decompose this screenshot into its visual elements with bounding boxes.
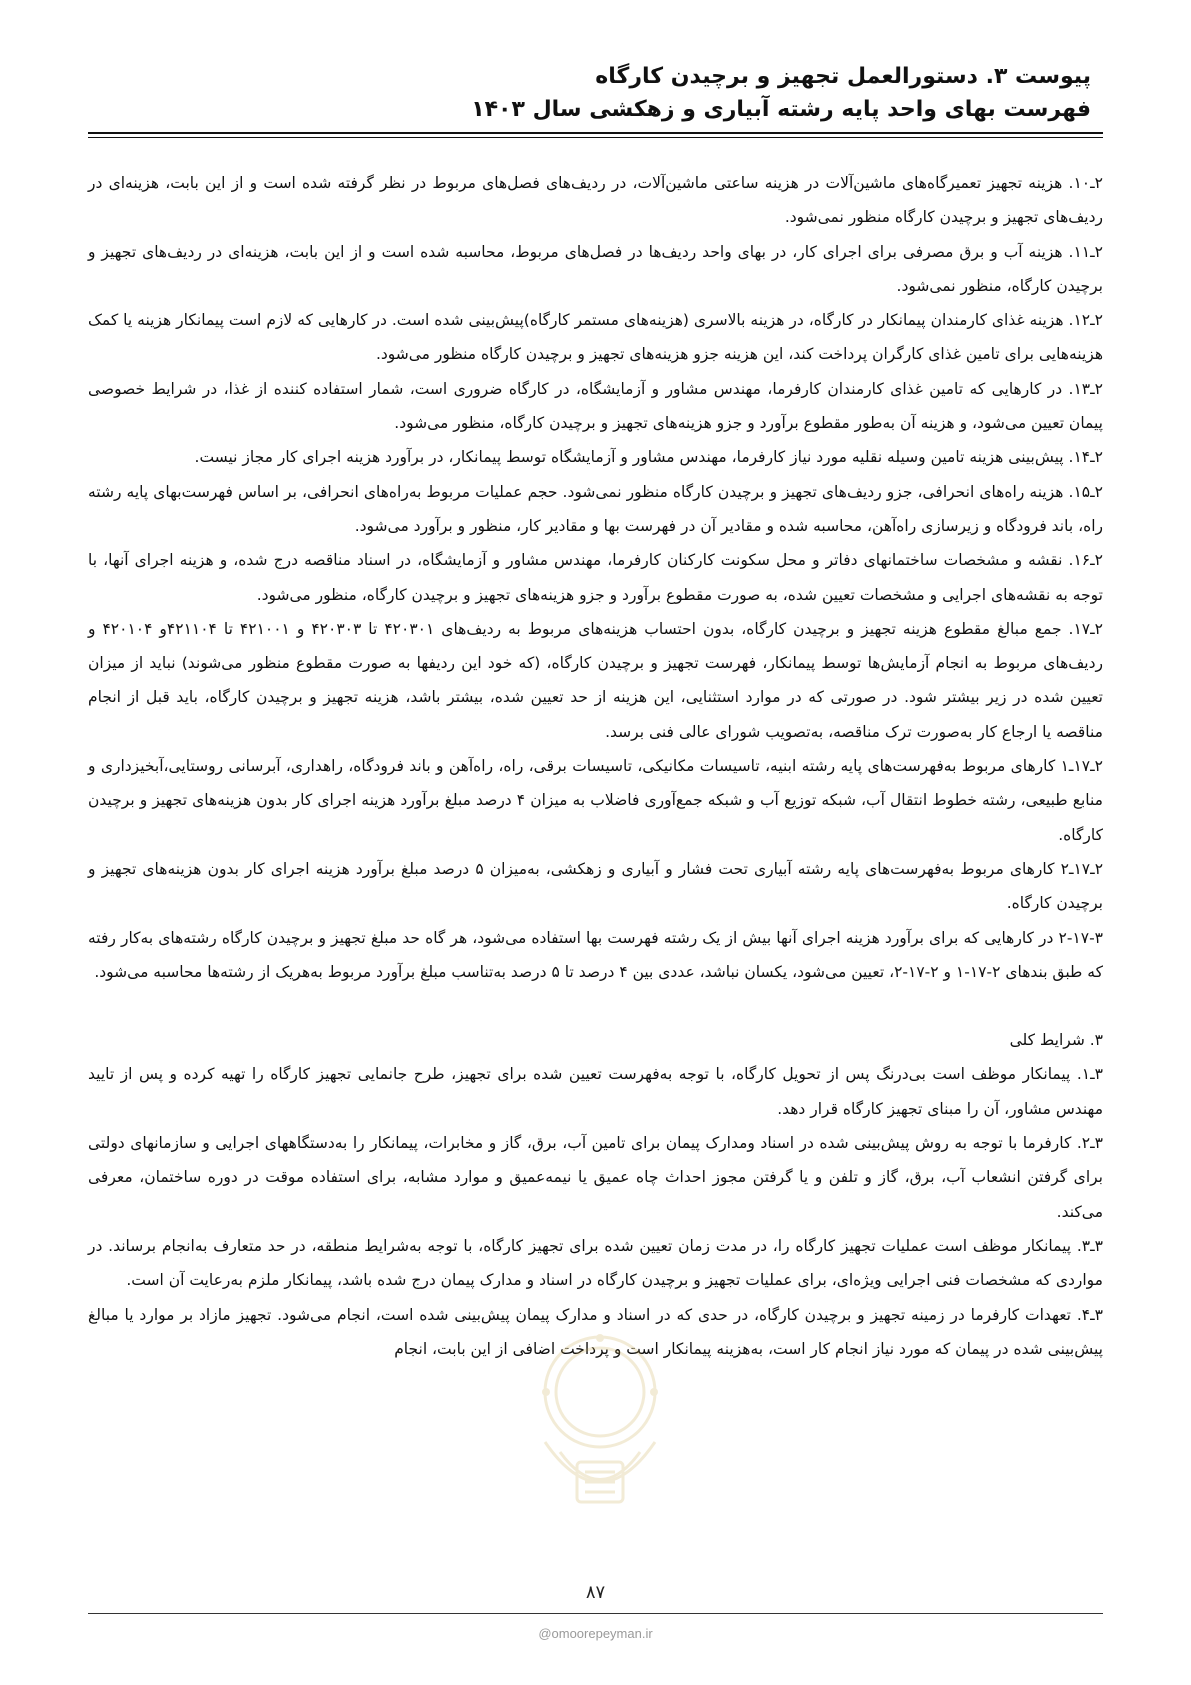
clause-2-17-2: ۲ـ۱۷ـ۲ کارهای مربوط به‌فهرست‌های پایه رشته آبیاری تحت فشار و آبیاری و زهکشی، به‌میزان ۵ درصد مبلغ برآورد هزینه اجرای کار بدون هزینه‌های تجهیز و برچیدن کارگاه. xyxy=(88,859,1104,913)
page-number: ۸۷ xyxy=(585,1582,606,1603)
header-appendix-title: پیوست ۳. دستورالعمل تجهیز و برچیدن کارگاه xyxy=(595,64,1091,89)
clause-2-17-3: ۲-۱۷-۳ در کارهایی که برای برآورد هزینه اجرای آنها بیش از یک رشته فهرست بها استفاده می‌شود، هر گاه حد مبلغ تجهیز و برچیدن کارگاه رشته‌های به‌کار رفته که طبق بندهای ۲-۱۷-۱ و ۲-۱۷-۲، تعیین می‌شود، یکسان نباشد، عددی بین ۴ درصد تا ۵ درصد به‌تناسب مبلغ برآورد مربوط به‌هریک از رشته‌ها محاسبه می‌شود. xyxy=(88,928,1103,981)
clause-2-16: ۲ـ۱۶. نقشه و مشخصات ساختمانهای دفاتر و محل سکونت کارکنان کارفرما، مهندس مشاور و آزمایشگاه، در اسناد مناقصه درج شده، و هزینه اجرای آنها، با توجه به نقشه‌های اجرایی و مشخصات تعیین شده، به صورت مقطوع برآورد و جزو هزینه‌های تجهیز و برچیدن کارگاه، منظور می‌شود. xyxy=(88,551,1103,604)
page-header xyxy=(100,60,1091,126)
clause-3-1: ۳ـ۱. پیمانکار موظف است بی‌درنگ پس از تحویل کارگاه، با توجه به‌فهرست تعیین شده برای تجهیز، طرح جانمایی تجهیز کارگاه را تهیه کرده و پس از تایید مهندس مشاور، آن را مبنای تجهیز کارگاه قرار دهد. xyxy=(88,1065,1103,1118)
clause-2-12: ۲ـ۱۲. هزینه غذای کارمندان پیمانکار در کارگاه، در هزینه بالاسری (هزینه‌های مستمر کارگاه)پیش‌بینی شده است. در کارهایی که لازم است پیمانکار هزینه یا کمک هزینه‌هایی برای تامین غذای کارگران پرداخت کند، این هزینه جزو هزینه‌های تجهیز و برچیدن کارگاه منظور می‌شود. xyxy=(88,311,1103,364)
section-3-heading: ۳. شرایط کلی xyxy=(1009,1031,1103,1050)
clause-2-11: ۲ـ۱۱. هزینه آب و برق مصرفی برای اجرای کار، در بهای واحد ردیف‌ها در فصل‌های مربوط، محاسبه شده است و از این بابت، هزینه‌ای در ردیف‌های تجهیز و برچیدن کارگاه، منظور نمی‌شود. xyxy=(88,242,1103,295)
header-rule-thin xyxy=(88,137,1103,138)
clause-2-17: ۲ـ۱۷. جمع مبالغ مقطوع هزینه تجهیز و برچیدن کارگاه، بدون احتساب هزینه‌های مربوط به ردیف‌های ۴۲۰۳۰۱ تا ۴۲۰۳۰۳ و ۴۲۱۰۰۱ تا ۴۲۱۱۰۴و ۴۲۰۱۰۴ و ردیف‌های مربوط به انجام آزمایش‌ها توسط پیمانکار، فهرست تجهیز و برچیدن کارگاه، (که خود این ردیفها به صورت مقطوع منظور می‌شوند) نباید از میزان تعیین شده در زیر بیشتر شود. در صورتی که در موارد استثنایی، این هزینه از حد تعیین شده، بیشتر باشد، هزینه تجهیز و برچیدن کارگاه، باید قبل از انجام مناقصه یا ارجاع کار به‌صورت ترک مناقصه، به‌تصویب شورای عالی فنی برسد. xyxy=(88,619,1103,741)
website-handle: @omoorepeyman.ir xyxy=(538,1626,653,1641)
clause-2-14: ۲ـ۱۴. پیش‌بینی هزینه تامین وسیله نقلیه مورد نیاز کارفرما، مهندس مشاور و آزمایشگاه توسط پیمانکار، در برآورد هزینه اجرای کار مجاز نیست. xyxy=(194,448,1103,467)
clause-2-13: ۲ـ۱۳. در کارهایی که تامین غذای کارمندان کارفرما، مهندس مشاور و آزمایشگاه، در کارگاه ضروری است، شمار استفاده کننده از غذا، در شرایط خصوصی پیمان تعیین می‌شود، و هزینه آن به‌طور مقطوع برآورد و جزو هزینه‌های تجهیز و برچیدن کارگاه، منظور می‌شود. xyxy=(88,379,1103,433)
clause-3-2: ۳ـ۲. کارفرما با توجه به روش پیش‌بینی شده در اسناد ومدارک پیمان برای تامین آب، برق، گاز و مخابرات، پیمانکار را به‌دستگاههای اجرایی و سازمانهای دولتی برای گرفتن انشعاب آب، برق، گاز و تلفن و یا گرفتن مجوز احداث چاه عمیق یا نیمه‌عمیق و موارد مشابه، برای استفاده موقت در دوره ساختمان، معرفی می‌کند. xyxy=(88,1134,1103,1221)
clause-3-3: ۳ـ۳. پیمانکار موظف است عملیات تجهیز کارگاه را، در مدت زمان تعیین شده برای تجهیز کارگاه، با توجه به‌شرایط منطقه، در حد متعارف به‌انجام برساند. در مواردی که مشخصات فنی اجرایی ویژه‌ای، برای عملیات تجهیز و برچیدن کارگاه در اسناد و مدارک پیمان درج شده باشد، پیمانکار ملزم به‌رعایت آن است. xyxy=(88,1236,1103,1290)
header-rule-thick xyxy=(88,132,1103,134)
clause-2-15: ۲ـ۱۵. هزینه راه‌های انحرافی، جزو ردیف‌های تجهیز و برچیدن کارگاه منظور نمی‌شود. حجم عملیات مربوط به‌راه‌های انحرافی، بر اساس فهرست‌بهای پایه رشته راه، باند فرودگاه و زیرسازی راه‌آهن، محاسبه شده و مقادیر آن در فهرست بها و مقادیر کار، منظور و برآورد می‌شود. xyxy=(88,482,1103,535)
clause-2-10: ۲ـ۱۰. هزینه تجهیز تعمیرگاه‌های ماشین‌آلات در هزینه ساعتی ماشین‌آلات، در ردیف‌های فصل‌های مربوط در نظر گرفته شده است و از این بابت، هزینه‌ای در ردیف‌های تجهیز و برچیدن کارگاه منظور نمی‌شود. xyxy=(88,174,1103,227)
footer-rule xyxy=(88,1613,1103,1614)
header-price-list-title: فهرست بهای واحد پایه رشته آبیاری و زهکشی سال ۱۴۰۳ xyxy=(471,97,1091,122)
body-text xyxy=(88,166,1103,1366)
clause-3-4: ۳ـ۴. تعهدات کارفرما در زمینه تجهیز و برچیدن کارگاه، در حدی که در اسناد و مدارک پیمان پیش‌بینی شده است، انجام می‌شود. تجهیز مازاد بر موارد یا مبالغ پیش‌بینی شده در پیمان که مورد نیاز انجام کار است، به‌هزینه پیمانکار است و پرداخت اضافی از این بابت، انجام xyxy=(88,1305,1103,1358)
clause-2-17-1: ۲ـ۱۷ـ۱ کارهای مربوط به‌فهرست‌های پایه رشته ابنیه، تاسیسات مکانیکی، تاسیسات برقی، راه، راه‌آهن و باند فرودگاه، راهداری، آبرسانی روستایی،آبخیزداری و منابع طبیعی، رشته خطوط انتقال آب، شبکه توزیع آب و شبکه جمع‌آوری فاضلاب به میزان ۴ درصد مبلغ برآورد هزینه اجرای کار بدون هزینه‌های تجهیز و برچیدن کارگاه. xyxy=(88,757,1103,844)
